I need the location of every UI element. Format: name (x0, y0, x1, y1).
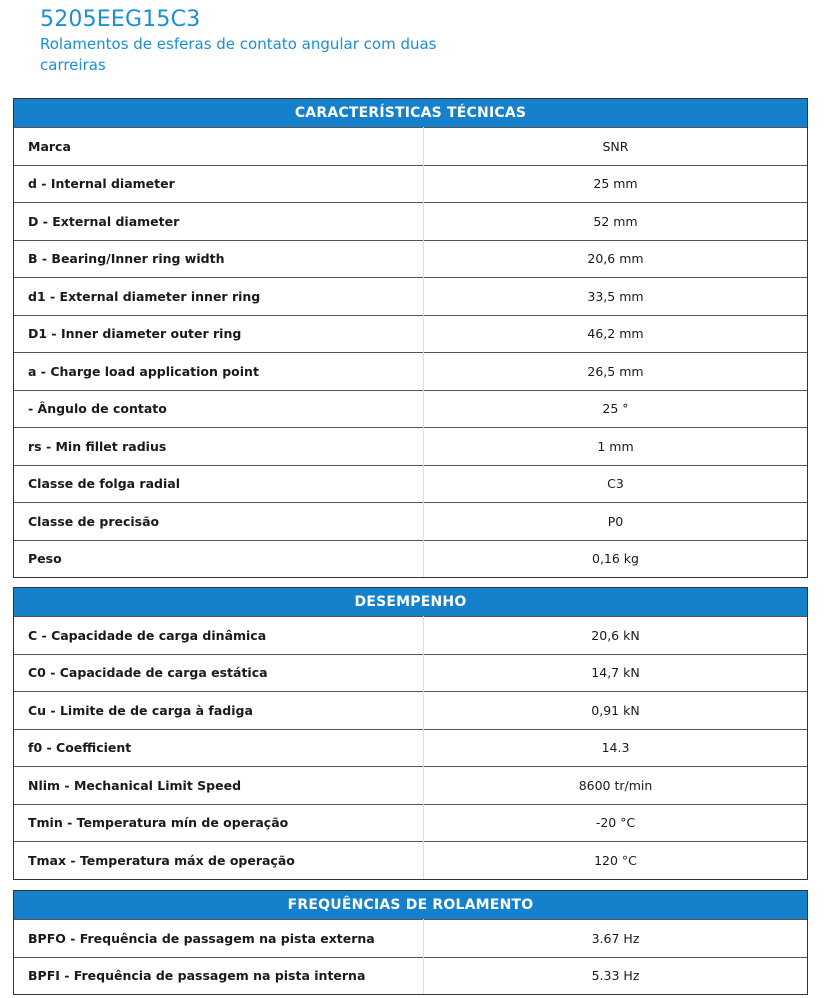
spec-value: 1 mm (424, 428, 808, 466)
product-description: Rolamentos de esferas de contato angular com duas carreiras (40, 35, 437, 74)
table-row (14, 654, 807, 692)
section-title: DESEMPENHO (14, 588, 807, 616)
spec-table (14, 127, 807, 577)
table-row (14, 390, 807, 428)
spec-label: d - Internal diameter (14, 165, 424, 203)
spec-label: d1 - External diameter inner ring (14, 278, 424, 316)
spec-value: 120 °C (424, 842, 808, 879)
table-row (14, 503, 807, 541)
spec-value: 14.3 (424, 729, 808, 767)
spec-label: D - External diameter (14, 203, 424, 241)
table-row (14, 128, 807, 166)
section-title: FREQUÊNCIAS DE ROLAMENTO (14, 891, 807, 919)
spec-label: Tmin - Temperatura mín de operação (14, 804, 424, 842)
spec-label: Marca (14, 128, 424, 166)
spec-value: 26,5 mm (424, 353, 808, 391)
spec-value: SNR (424, 128, 808, 166)
spec-label: Cu - Limite de de carga à fadiga (14, 692, 424, 730)
table-row (14, 617, 807, 655)
spec-label: - Ângulo de contato (14, 390, 424, 428)
table-row (14, 278, 807, 316)
table-row (14, 465, 807, 503)
table-row (14, 692, 807, 730)
product-code: 5205EEG15C3 (40, 7, 201, 32)
spec-value: 20,6 mm (424, 240, 808, 278)
spec-value: P0 (424, 503, 808, 541)
spec-value: 33,5 mm (424, 278, 808, 316)
spec-value: 5.33 Hz (424, 957, 808, 994)
spec-table (14, 616, 807, 879)
spec-table (14, 919, 807, 994)
product-header (40, 6, 460, 76)
spec-label: BPFI - Frequência de passagem na pista interna (14, 957, 424, 994)
table-row (14, 353, 807, 391)
table-row (14, 165, 807, 203)
spec-label: a - Charge load application point (14, 353, 424, 391)
spec-label: Peso (14, 540, 424, 577)
table-row (14, 804, 807, 842)
spec-label: Classe de folga radial (14, 465, 424, 503)
spec-label: Classe de precisão (14, 503, 424, 541)
spec-value: 8600 tr/min (424, 767, 808, 805)
spec-label: BPFO - Frequência de passagem na pista externa (14, 920, 424, 958)
spec-label: Tmax - Temperatura máx de operação (14, 842, 424, 879)
spec-value: 0,16 kg (424, 540, 808, 577)
section-title: CARACTERÍSTICAS TÉCNICAS (14, 99, 807, 127)
table-row (14, 203, 807, 241)
table-row (14, 957, 807, 994)
spec-value: 0,91 kN (424, 692, 808, 730)
spec-label: C - Capacidade de carga dinâmica (14, 617, 424, 655)
table-row (14, 767, 807, 805)
performance-section (13, 587, 808, 880)
spec-label: B - Bearing/Inner ring width (14, 240, 424, 278)
spec-label: D1 - Inner diameter outer ring (14, 315, 424, 353)
table-row (14, 240, 807, 278)
spec-value: 52 mm (424, 203, 808, 241)
spec-value: 14,7 kN (424, 654, 808, 692)
table-row (14, 729, 807, 767)
spec-label: f0 - Coefficient (14, 729, 424, 767)
spec-label: Nlim - Mechanical Limit Speed (14, 767, 424, 805)
table-row (14, 842, 807, 879)
spec-value: 20,6 kN (424, 617, 808, 655)
spec-value: 3.67 Hz (424, 920, 808, 958)
spec-value: C3 (424, 465, 808, 503)
rolling-frequencies-section (13, 890, 808, 995)
table-row (14, 315, 807, 353)
spec-label: C0 - Capacidade de carga estática (14, 654, 424, 692)
table-row (14, 428, 807, 466)
spec-value: 25 ° (424, 390, 808, 428)
table-row (14, 540, 807, 577)
spec-label: rs - Min fillet radius (14, 428, 424, 466)
table-row (14, 920, 807, 958)
spec-value: -20 °C (424, 804, 808, 842)
technical-characteristics-section (13, 98, 808, 578)
spec-value: 46,2 mm (424, 315, 808, 353)
spec-value: 25 mm (424, 165, 808, 203)
